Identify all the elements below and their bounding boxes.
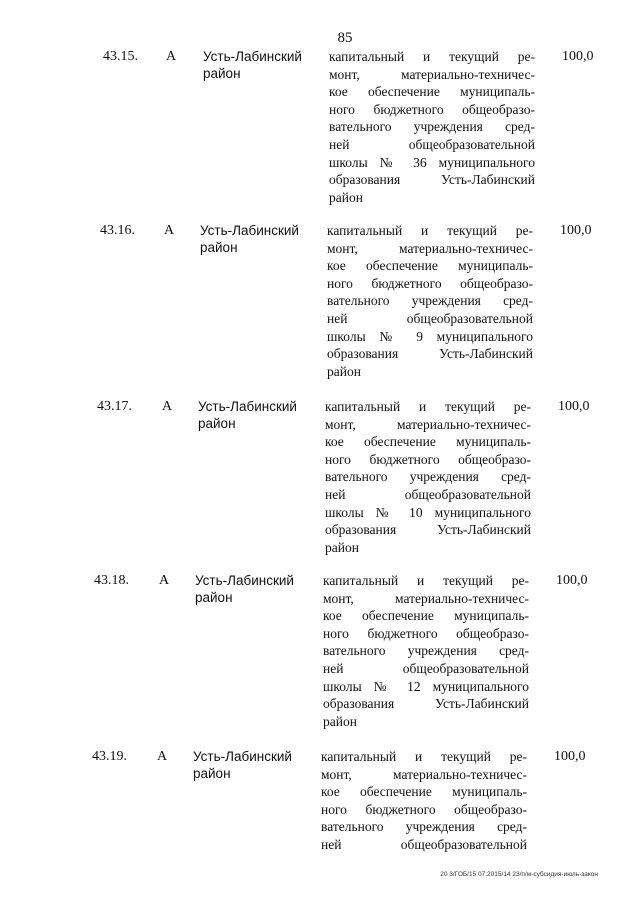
description-line: школы № 36 муниципального [329, 154, 535, 170]
row-amount: 100,0 [562, 49, 594, 64]
row-number: 43.18. [94, 573, 129, 588]
row-area [198, 398, 308, 432]
description-line: район [329, 189, 363, 205]
row-area [193, 748, 303, 782]
row-area [200, 222, 310, 256]
description-line: монт, материально-техничес- [325, 416, 531, 432]
table-row [0, 748, 640, 920]
row-area [195, 572, 305, 606]
area-line: район [203, 66, 241, 81]
description-line: монт, материально-техничес- [327, 240, 533, 256]
row-number: 43.17. [97, 399, 132, 414]
row-amount: 100,0 [558, 399, 590, 414]
area-line: Усть-Лабинский [198, 399, 297, 414]
description-line: образования Усть-Лабинский [329, 172, 535, 188]
row-description [327, 222, 533, 380]
description-line: капитальный и текущий ре- [329, 49, 535, 64]
description-line: образования Усть-Лабинский [323, 696, 529, 712]
area-line: Усть-Лабинский [195, 573, 294, 588]
description-line: ней общеобразовательной [321, 836, 527, 852]
row-description [323, 572, 529, 730]
area-line: Усть-Лабинский [200, 223, 299, 238]
row-number: 43.16. [100, 223, 135, 238]
description-line: вательного учреждения сред- [325, 469, 531, 485]
description-line: кое обеспечение муниципаль- [321, 784, 527, 800]
description-line: ней общеобразовательной [329, 136, 535, 152]
area-line: Усть-Лабинский [203, 49, 302, 64]
description-line: вательного учреждения сред- [323, 643, 529, 659]
row-description [325, 398, 531, 556]
description-line: вательного учреждения сред- [321, 819, 527, 835]
row-amount: 100,0 [560, 223, 592, 238]
description-line: капитальный и текущий ре- [321, 749, 527, 764]
table-row [0, 222, 640, 394]
page-number: 85 [337, 30, 353, 46]
description-line: ного бюджетного общеобразо- [327, 275, 533, 291]
area-line: район [198, 416, 236, 431]
area-line: район [195, 590, 233, 605]
table-row [0, 572, 640, 744]
description-line: школы № 9 муниципального [327, 328, 533, 344]
description-line: ней общеобразовательной [323, 660, 529, 676]
description-line: кое обеспечение муниципаль- [329, 84, 535, 100]
table-row [0, 48, 640, 220]
description-line: ней общеобразовательной [325, 486, 531, 502]
area-line: Усть-Лабинский [193, 749, 292, 764]
row-category: А [164, 223, 175, 238]
table-row [0, 398, 640, 570]
description-line: капитальный и текущий ре- [325, 399, 531, 414]
area-line: район [200, 240, 238, 255]
description-line: вательного учреждения сред- [329, 119, 535, 135]
row-description [329, 48, 535, 206]
description-line: кое обеспечение муниципаль- [327, 258, 533, 274]
row-category: А [157, 749, 168, 764]
description-line: вательного учреждения сред- [327, 293, 533, 309]
row-amount: 100,0 [554, 749, 586, 764]
row-category: А [159, 573, 170, 588]
description-line: ного бюджетного общеобразо- [325, 451, 531, 467]
description-line: школы № 12 муниципального [323, 678, 529, 694]
row-category: А [166, 49, 177, 64]
row-area [203, 48, 313, 82]
description-line: район [327, 363, 361, 379]
row-amount: 100,0 [556, 573, 588, 588]
description-line: капитальный и текущий ре- [327, 223, 533, 238]
row-category: А [162, 399, 173, 414]
description-line: кое обеспечение муниципаль- [323, 608, 529, 624]
description-line: монт, материально-техничес- [323, 590, 529, 606]
description-line: район [323, 713, 357, 729]
description-line: школы № 10 муниципального [325, 504, 531, 520]
description-line: район [325, 539, 359, 555]
area-line: район [193, 766, 231, 781]
description-line: образования Усть-Лабинский [327, 346, 533, 362]
description-line: ного бюджетного общеобразо- [329, 101, 535, 117]
footer-note: 20 3/ГОБ/15 07.2015/14 23/п/м-субсидия-июль-закон [440, 871, 598, 878]
description-line: ного бюджетного общеобразо- [321, 801, 527, 817]
description-line: монт, материально-техничес- [321, 766, 527, 782]
row-description [321, 748, 527, 854]
description-line: ного бюджетного общеобразо- [323, 625, 529, 641]
description-line: ней общеобразовательной [327, 310, 533, 326]
row-number: 43.15. [103, 49, 138, 64]
description-line: капитальный и текущий ре- [323, 573, 529, 588]
description-line: монт, материально-техничес- [329, 66, 535, 82]
description-line: кое обеспечение муниципаль- [325, 434, 531, 450]
row-number: 43.19. [92, 749, 127, 764]
description-line: образования Усть-Лабинский [325, 522, 531, 538]
